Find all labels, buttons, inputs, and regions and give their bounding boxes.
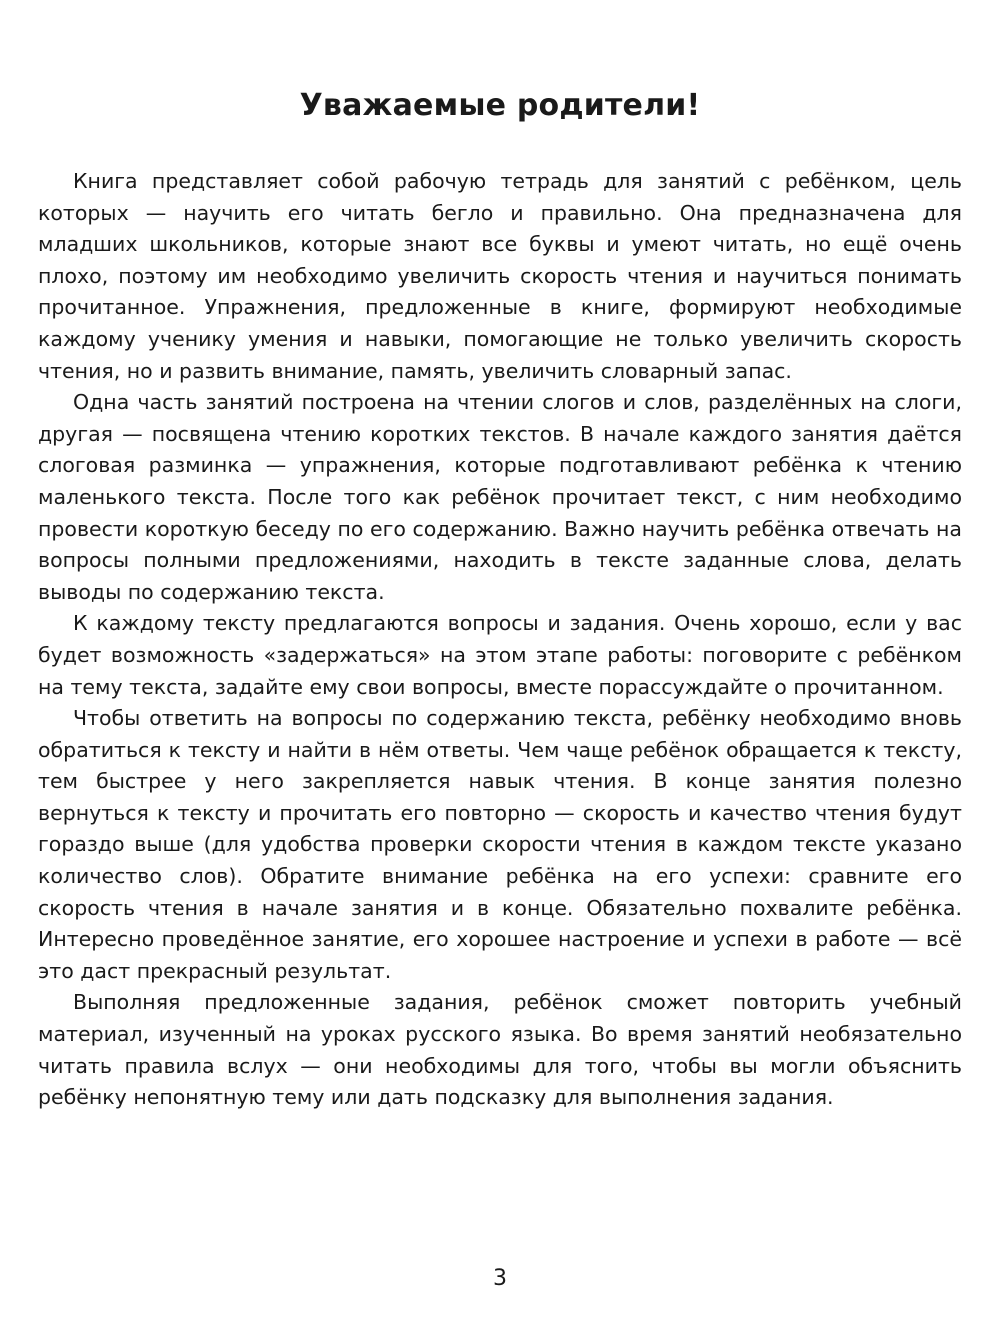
page-title: Уважаемые родители! [299,88,701,123]
paragraph-4: Чтобы ответить на вопросы по содержанию текста, ребёнку необходимо вновь обратиться к тексту и найти в нём ответы. Чем чаще ребёнок обращается к тексту, тем быстрее у него закрепляется навык чтения. В конце занятия полезно вернуться к тексту и прочитать его повторно — скорость и качество чтения будут гораздо выше (для удобства проверки скорости чтения в каждом тексте указано количество слов). Обратите внимание ребёнка на его успехи: сравните его скорость чтения в начале занятия и в конце. Обязательно похвалите ребёнка. Интересно проведённое занятие, его хорошее настроение и успехи в работе — всё это даст прекрасный результат. [38,706,962,983]
paragraph-1: Книга представляет собой рабочую тетрадь для занятий с ребёнком, цель которых — научить его читать бегло и правильно. Она предназначена для младших школьников, которые знают все буквы и умеют читать, но ещё очень плохо, поэтому им необходимо увеличить скорость чтения и научиться понимать прочитанное. Упражнения, предложенные в книге, формируют необходимые каждому ученику умения и навыки, помогающие не только увеличить скорость чтения, но и развить внимание, память, увеличить словарный запас. [38,169,962,383]
paragraph-2: Одна часть занятий построена на чтении слогов и слов, разделённых на слоги, другая — посвящена чтению коротких текстов. В начале каждого занятия даётся слоговая разминка — упражнения, которые подготавливают ребёнка к чтению маленького текста. После того как ребёнок прочитает текст, с ним необходимо провести короткую беседу по его содержанию. Важно научить ребёнка отвечать на вопросы полными предложениями, находить в тексте заданные слова, делать выводы по содержанию текста. [38,390,962,604]
body-text [38,166,962,1114]
paragraph-3: К каждому тексту предлагаются вопросы и задания. Очень хорошо, если у вас будет возможность «задержаться» на этом этапе работы: поговорите с ребёнком на тему текста, задайте ему свои вопросы, вместе порассуждайте о прочитанном. [38,611,962,699]
page-number: 3 [493,1266,507,1291]
paragraph-5: Выполняя предложенные задания, ребёнок сможет повторить учебный материал, изученный на уроках русского языка. Во время занятий необязательно читать правила вслух — они необходимы для того, чтобы вы могли объяснить ребёнку непонятную тему или дать подсказку для выполнения задания. [38,990,962,1110]
